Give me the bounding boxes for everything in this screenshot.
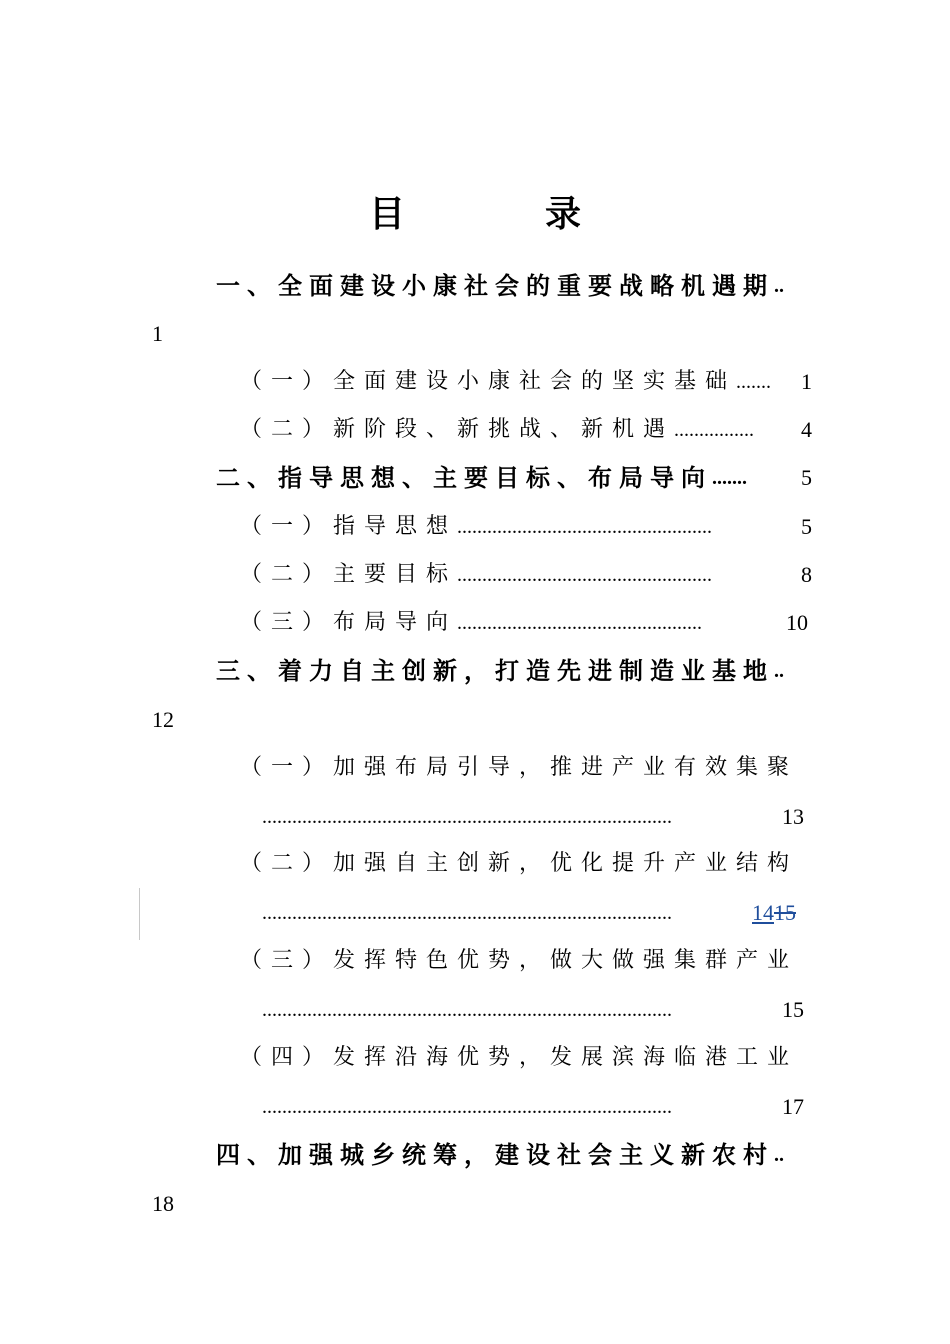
toc-entry-4[interactable]	[216, 1135, 800, 1175]
toc-page-number: 8	[801, 562, 812, 587]
toc-entry-label: 三、着力自主创新，打造先进制造业基地	[216, 657, 774, 685]
toc-page-number: 17	[782, 1094, 804, 1119]
toc-leader-dots: ................	[674, 419, 755, 441]
inserted-page-number: 14	[752, 900, 774, 925]
toc-leader-dots: ..................................................................................	[262, 902, 672, 924]
toc-entry-3-3[interactable]	[240, 941, 812, 981]
toc-page-number: 5	[801, 514, 812, 539]
toc-entry-label: （三）发挥特色优势，做大做强集群产业	[240, 948, 799, 973]
toc-page-number: 1	[152, 321, 163, 346]
toc-entry-2[interactable]	[216, 458, 812, 498]
toc-entry-label: （二）主要目标	[240, 562, 458, 587]
toc-entry-3[interactable]	[216, 651, 800, 691]
toc-leader-dots: ...................................................	[457, 516, 713, 538]
change-bar	[139, 888, 140, 940]
toc-entry-label: 一、全面建设小康社会的重要战略机遇期	[216, 272, 774, 300]
toc-entry-1[interactable]	[216, 266, 800, 306]
toc-page-number: 15	[782, 997, 804, 1022]
toc-entry-label: （二）新阶段、新挑战、新机遇	[240, 417, 675, 442]
toc-leader-dots: ..................................................................................	[262, 1096, 672, 1118]
toc-entry-label: （三）布局导向	[240, 610, 458, 635]
toc-entry-label: （四）发挥沿海优势，发展滨海临港工业	[240, 1045, 799, 1070]
toc-page-number: 5	[801, 465, 812, 490]
toc-leader-dots: ..................................................................................	[262, 999, 672, 1021]
toc-leader-dots: .......	[736, 371, 772, 393]
toc-entry-label: （一）指导思想	[240, 514, 458, 539]
toc-entry-label: 二、指导思想、主要目标、布局导向	[216, 464, 712, 492]
toc-entry-1-2[interactable]	[240, 410, 812, 450]
toc-entry-2-3[interactable]	[240, 603, 808, 643]
toc-leader-dots: ..	[774, 275, 784, 297]
toc-page-number: 13	[782, 804, 804, 829]
toc-page-number-revision	[752, 893, 796, 933]
toc-leader-dots: ..................................................................................	[262, 806, 672, 828]
toc-page-number: 4	[801, 417, 812, 442]
toc-leader-dots: .......	[712, 467, 747, 489]
toc-entry-label: （一）加强布局引导，推进产业有效集聚	[240, 755, 799, 780]
toc-entry-2-2[interactable]	[240, 555, 812, 595]
toc-entry-label: （二）加强自主创新，优化提升产业结构	[240, 851, 799, 876]
deleted-page-number: 15	[774, 900, 796, 925]
toc-entry-3-2[interactable]	[240, 844, 812, 884]
toc-leader-dots: ...................................................	[457, 564, 713, 586]
toc-page-number: 1	[801, 369, 812, 394]
toc-page-number: 18	[152, 1191, 174, 1216]
toc-leader-dots: ..	[774, 660, 784, 682]
toc-entry-1-1[interactable]	[240, 362, 812, 402]
toc-entry-label: 四、加强城乡统筹，建设社会主义新农村	[216, 1141, 774, 1169]
toc-entry-2-1[interactable]	[240, 507, 812, 547]
toc-page-number: 12	[152, 707, 174, 732]
toc-entry-label: （一）全面建设小康社会的坚实基础	[240, 369, 737, 394]
toc-page-number: 10	[786, 610, 808, 635]
toc-leader-dots: .................................................	[457, 612, 703, 634]
toc-entry-3-1[interactable]	[240, 748, 812, 788]
toc-title: 目 录	[368, 194, 633, 235]
toc-entry-3-4[interactable]	[240, 1038, 812, 1078]
toc-leader-dots: ..	[774, 1144, 784, 1166]
